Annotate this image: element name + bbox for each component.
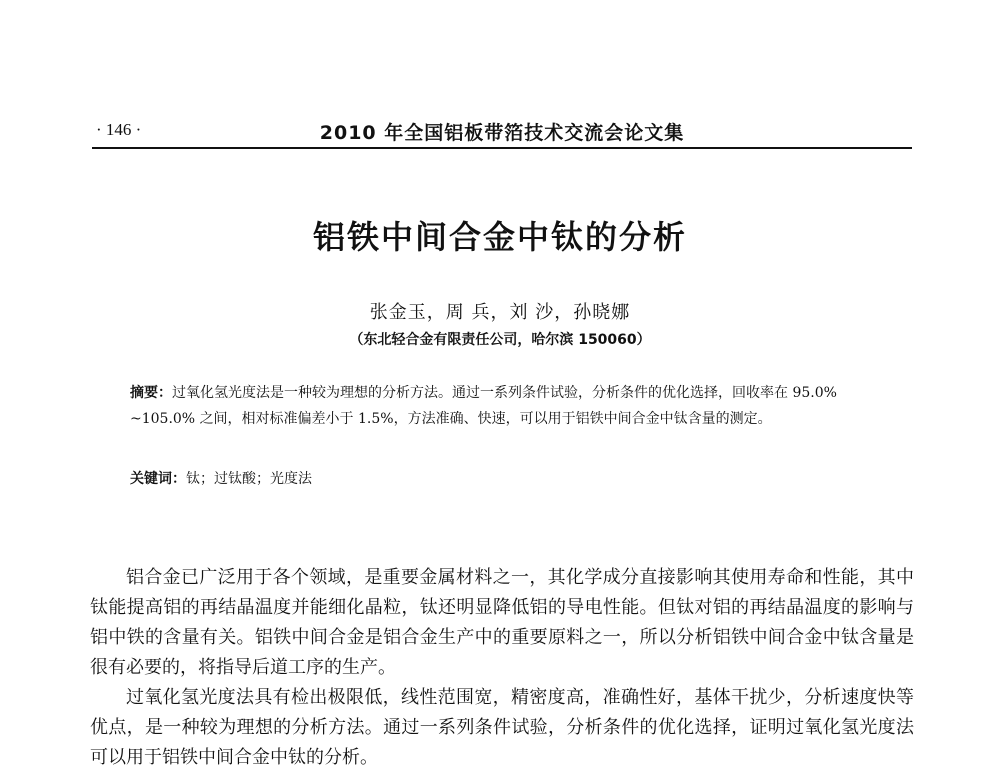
keywords-label: 关键词：	[130, 471, 186, 487]
keywords	[130, 467, 890, 491]
running-header	[92, 116, 912, 144]
journal-title: 2010 年全国铝板带箔技术交流会论文集	[319, 122, 685, 144]
keywords-text: 钛；过钛酸；光度法	[186, 471, 312, 487]
page-number: · 146 ·	[96, 120, 142, 139]
header-rule	[92, 147, 912, 149]
author-list: 张金玉，周 兵，刘 沙，孙晓娜	[369, 302, 631, 323]
affiliation: （东北轻合金有限责任公司，哈尔滨 150060）	[349, 332, 651, 348]
body-paragraph: 过氧化氢光度法具有检出极限低，线性范围宽，精密度高，准确性好，基体干扰少，分析速度快等优点，是一种较为理想的分析方法。通过一系列条件试验，分析条件的优化选择，证明过氧化氢光度法可以用于铝铁中间合金中钛的分析。	[90, 687, 914, 768]
abstract-label: 摘要：	[130, 385, 172, 401]
abstract-text: 过氧化氢光度法是一种较为理想的分析方法。通过一系列条件试验，分析条件的优化选择，回收率在 95.0% ~105.0% 之间，相对标准偏差小于 1.5%，方法准确、快速，可以用于铝铁中间合金中钛含量的测定。	[130, 385, 837, 427]
article-title: 铝铁中间合金中钛的分析	[312, 218, 687, 256]
body-text	[90, 563, 914, 773]
abstract	[130, 380, 890, 432]
body-paragraph: 铝合金已广泛用于各个领域，是重要金属材料之一，其化学成分直接影响其使用寿命和性能，其中钛能提高铝的再结晶温度并能细化晶粒，钛还明显降低铝的导电性能。但钛对铝的再结晶温度的影响与铝中铁的含量有关。铝铁中间合金是铝合金生产中的重要原料之一，所以分析铝铁中间合金中钛含量是很有必要的，将指导后道工序的生产。	[90, 567, 914, 678]
